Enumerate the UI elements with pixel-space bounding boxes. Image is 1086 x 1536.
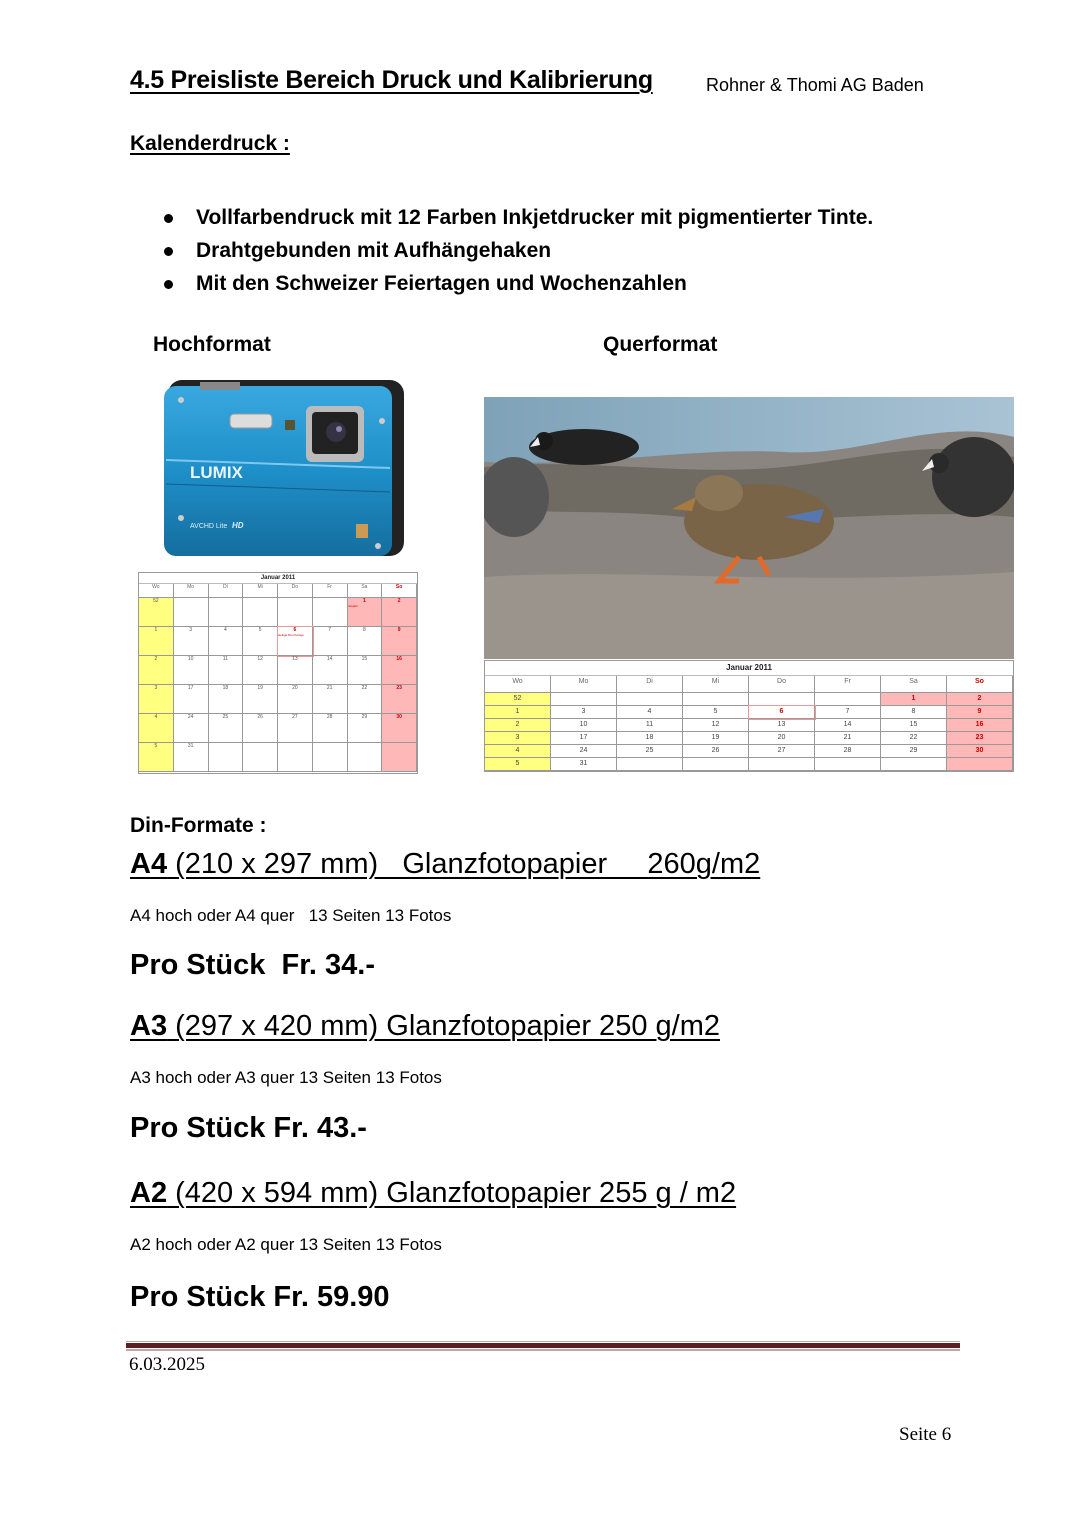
calendar-day <box>278 598 313 627</box>
landscape-calendar <box>484 660 1014 772</box>
footer-divider <box>126 1343 960 1348</box>
calendar-header: Sa <box>881 676 947 693</box>
calendar-day <box>617 758 683 771</box>
calendar-day: 10 <box>551 719 617 732</box>
calendar-day: 27 <box>749 745 815 758</box>
calendar-header: Fr <box>815 676 881 693</box>
page-number: Seite 6 <box>899 1424 952 1445</box>
calendar-day: 5 <box>243 627 278 656</box>
calendar-day: 25 <box>209 714 244 743</box>
calendar-day <box>815 758 881 771</box>
calendar-day: 9 <box>947 706 1013 719</box>
calendar-day <box>551 693 617 706</box>
calendar-header: Fr <box>313 584 348 598</box>
duck-photo <box>484 397 1014 659</box>
calendar-week-number: 4 <box>485 745 551 758</box>
calendar-week-number: 1 <box>139 627 174 656</box>
calendar-header: Do <box>749 676 815 693</box>
svg-text:AVCHD Lite: AVCHD Lite <box>190 523 228 530</box>
calendar-week-number: 52 <box>485 693 551 706</box>
calendar-week-number: 3 <box>139 685 174 714</box>
company-name: Rohner & Thomi AG Baden <box>706 75 924 95</box>
calendar-day: 13 <box>278 656 313 685</box>
calendar-day: 6 Heilige Drei Könige <box>278 627 313 656</box>
format-a2-price: Pro Stück Fr. 59.90 <box>130 1281 390 1313</box>
bullet-icon <box>164 214 173 223</box>
calendar-day: 14 <box>815 719 881 732</box>
calendar-header: Di <box>617 676 683 693</box>
calendar-day: 23 <box>947 732 1013 745</box>
format-a3-price: Pro Stück Fr. 43.- <box>130 1112 367 1144</box>
calendar-day: 4 <box>617 706 683 719</box>
calendar-day: 11 <box>617 719 683 732</box>
calendar-header: So <box>382 584 417 598</box>
portrait-calendar <box>138 572 418 774</box>
calendar-header: Sa <box>348 584 383 598</box>
calendar-header: Mi <box>683 676 749 693</box>
calendar-week-number: 2 <box>485 719 551 732</box>
calendar-day: 20 <box>749 732 815 745</box>
calendar-day: 3 <box>551 706 617 719</box>
format-a4-title: A4 (210 x 297 mm) Glanzfotopapier 260g/m2 <box>130 848 761 880</box>
calendar-day: 2 <box>382 598 417 627</box>
calendar-day: 1 <box>881 693 947 706</box>
section-title: Kalenderdruck : <box>130 132 290 155</box>
calendar-day: 19 <box>683 732 749 745</box>
calendar-header: Wo <box>139 584 174 598</box>
calendar-day <box>313 743 348 772</box>
calendar-day <box>881 758 947 771</box>
calendar-day <box>348 743 383 772</box>
holiday-label: Heilige Drei Könige <box>278 633 304 637</box>
feature-item: Mit den Schweizer Feiertagen und Wochenzahlen <box>160 270 873 303</box>
feature-item: Drahtgebunden mit Aufhängehaken <box>160 237 873 270</box>
calendar-day <box>382 743 417 772</box>
calendar-header: Mi <box>243 584 278 598</box>
calendar-day: 12 <box>243 656 278 685</box>
svg-text:HD: HD <box>232 521 244 530</box>
calendar-day: 17 <box>551 732 617 745</box>
calendar-day: 25 <box>617 745 683 758</box>
calendar-header: Mo <box>551 676 617 693</box>
calendar-day: 24 <box>551 745 617 758</box>
footer-date: 6.03.2025 <box>129 1354 205 1375</box>
calendar-day: 29 <box>881 745 947 758</box>
bullet-icon <box>164 247 173 256</box>
calendar-day: 29 <box>348 714 383 743</box>
calendar-day <box>749 758 815 771</box>
calendar-header: So <box>947 676 1013 693</box>
format-a4-price: Pro Stück Fr. 34.- <box>130 949 375 981</box>
camera-image <box>160 376 408 560</box>
calendar-day: 23 <box>382 685 417 714</box>
calendar-week-number: 52 <box>139 598 174 627</box>
calendar-title: Januar 2011 <box>139 573 417 584</box>
calendar-day: 26 <box>243 714 278 743</box>
calendar-day: 18 <box>617 732 683 745</box>
din-formats-label: Din-Formate : <box>130 814 267 837</box>
calendar-day: 21 <box>815 732 881 745</box>
calendar-day: 1 Neujahr <box>348 598 383 627</box>
calendar-day: 2 <box>947 693 1013 706</box>
calendar-title: Januar 2011 <box>485 661 1013 676</box>
calendar-day: 19 <box>243 685 278 714</box>
calendar-day: 17 <box>174 685 209 714</box>
calendar-day: 14 <box>313 656 348 685</box>
calendar-week-number: 3 <box>485 732 551 745</box>
calendar-day: 8 <box>348 627 383 656</box>
calendar-day: 9 <box>382 627 417 656</box>
feature-item: Vollfarbendruck mit 12 Farben Inkjetdrucker mit pigmentierter Tinte. <box>160 204 873 237</box>
calendar-header: Wo <box>485 676 551 693</box>
calendar-day: 31 <box>174 743 209 772</box>
calendar-day: 11 <box>209 656 244 685</box>
calendar-day <box>243 743 278 772</box>
feature-list <box>160 204 873 303</box>
calendar-day <box>278 743 313 772</box>
portrait-label: Hochformat <box>153 333 271 356</box>
calendar-week-number: 4 <box>139 714 174 743</box>
calendar-day <box>174 598 209 627</box>
camera-brand: LUMIX <box>190 463 243 482</box>
calendar-day: 8 <box>881 706 947 719</box>
calendar-week-number: 1 <box>485 706 551 719</box>
calendar-day: 10 <box>174 656 209 685</box>
holiday-label: Neujahr <box>347 604 359 608</box>
calendar-day: 18 <box>209 685 244 714</box>
format-a3-title: A3 (297 x 420 mm) Glanzfotopapier 250 g/m2 <box>130 1010 720 1042</box>
calendar-day: 16 <box>382 656 417 685</box>
calendar-day <box>683 758 749 771</box>
calendar-day: 5 <box>683 706 749 719</box>
calendar-day: 4 <box>209 627 244 656</box>
landscape-label: Querformat <box>603 333 718 356</box>
calendar-day: 16 <box>947 719 1013 732</box>
calendar-header: Mo <box>174 584 209 598</box>
calendar-day: 6 <box>749 706 815 719</box>
calendar-day: 22 <box>881 732 947 745</box>
calendar-day: 26 <box>683 745 749 758</box>
calendar-day: 7 <box>313 627 348 656</box>
calendar-day: 27 <box>278 714 313 743</box>
calendar-week-number: 5 <box>485 758 551 771</box>
bullet-icon <box>164 280 173 289</box>
calendar-day <box>617 693 683 706</box>
calendar-day: 20 <box>278 685 313 714</box>
calendar-week-number: 2 <box>139 656 174 685</box>
calendar-day: 7 <box>815 706 881 719</box>
calendar-day <box>313 598 348 627</box>
calendar-day <box>243 598 278 627</box>
format-a3-desc: A3 hoch oder A3 quer 13 Seiten 13 Fotos <box>130 1068 442 1087</box>
format-a2-title: A2 (420 x 594 mm) Glanzfotopapier 255 g / m2 <box>130 1177 737 1209</box>
calendar-day: 15 <box>881 719 947 732</box>
page-title: 4.5 Preisliste Bereich Druck und Kalibrierung <box>130 66 653 94</box>
calendar-day <box>209 743 244 772</box>
calendar-day: 21 <box>313 685 348 714</box>
calendar-day <box>209 598 244 627</box>
calendar-day: 28 <box>313 714 348 743</box>
calendar-day: 13 <box>749 719 815 732</box>
calendar-day <box>947 758 1013 771</box>
calendar-day: 30 <box>382 714 417 743</box>
format-a4-desc: A4 hoch oder A4 quer 13 Seiten 13 Fotos <box>130 906 452 925</box>
calendar-day: 22 <box>348 685 383 714</box>
calendar-day: 31 <box>551 758 617 771</box>
calendar-week-number: 5 <box>139 743 174 772</box>
calendar-day <box>683 693 749 706</box>
footer-divider <box>126 1349 960 1351</box>
format-a2-desc: A2 hoch oder A2 quer 13 Seiten 13 Fotos <box>130 1235 442 1254</box>
calendar-header: Di <box>209 584 244 598</box>
calendar-day: 15 <box>348 656 383 685</box>
calendar-day <box>815 693 881 706</box>
calendar-day: 24 <box>174 714 209 743</box>
calendar-day <box>749 693 815 706</box>
calendar-header: Do <box>278 584 313 598</box>
calendar-day: 28 <box>815 745 881 758</box>
footer-divider <box>126 1341 960 1342</box>
calendar-day: 12 <box>683 719 749 732</box>
calendar-day: 3 <box>174 627 209 656</box>
calendar-day: 30 <box>947 745 1013 758</box>
